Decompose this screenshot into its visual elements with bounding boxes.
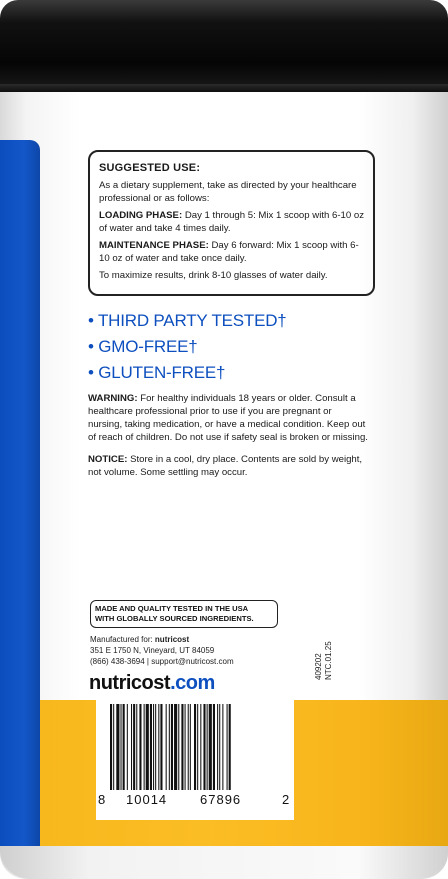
barcode-bar (113, 704, 114, 790)
claim-gluten-free: • GLUTEN-FREE† (88, 363, 226, 382)
barcode-bar (227, 704, 228, 790)
barcode-bar (178, 704, 179, 790)
barcode-bar (158, 704, 159, 790)
barcode-bar (185, 704, 186, 790)
lot-code-2: NTC.01.25 (324, 641, 333, 680)
barcode-bar (171, 704, 173, 790)
barcode-bar (131, 704, 132, 790)
suggested-use-box (88, 150, 375, 296)
jar-lid (0, 0, 448, 90)
barcode-bar (144, 704, 145, 790)
notice-label: NOTICE: (88, 454, 128, 465)
made-in-line2: WITH GLOBALLY SOURCED INGREDIENTS. (95, 614, 254, 623)
barcode-bar (190, 704, 191, 790)
barcode-bar (127, 704, 128, 790)
barcode-bar (217, 704, 218, 790)
manufacturer-info (90, 634, 290, 667)
barcode-bar (139, 704, 141, 790)
barcode-bar (160, 704, 162, 790)
barcode-bar (209, 704, 212, 790)
barcode-bar (203, 704, 205, 790)
manufacturer-contact: (866) 438-3694 | support@nutricost.com (90, 657, 234, 666)
warning-label: WARNING: (88, 393, 138, 404)
barcode-panel (96, 700, 294, 820)
barcode-bar (150, 704, 152, 790)
barcode-bar (197, 704, 198, 790)
water-tip: To maximize results, drink 8-10 glasses of water daily. (99, 270, 328, 281)
claim-gmo-free: • GMO-FREE† (88, 337, 198, 356)
warning-paragraph (88, 392, 368, 444)
barcode-bar (222, 704, 223, 790)
loading-phase-text: Day 1 through 5: Mix 1 scoop with 6-10 oz of water and take 4 times daily. (99, 210, 364, 234)
brand-website-name: nutricost (89, 672, 171, 694)
barcode-bar (213, 704, 215, 790)
notice-text: Store in a cool, dry place. Contents are sold by weight, not volume. Some settling may occur. (88, 454, 363, 478)
blue-label-band (0, 140, 40, 850)
barcode-bar (153, 704, 154, 790)
barcode-bar (166, 704, 167, 790)
manufacturer-line (90, 634, 290, 645)
brand-website-tld: .com (170, 672, 215, 694)
jar-bottom (0, 846, 448, 879)
warnings-section (88, 392, 368, 479)
lot-code-1: 409202 (314, 653, 323, 680)
claim-third-party-tested: • THIRD PARTY TESTED† (88, 311, 287, 330)
barcode-bar (146, 704, 149, 790)
manufacturer-prefix: Manufactured for: (90, 635, 155, 644)
barcode-bar (229, 704, 231, 790)
made-in-usa-box (90, 600, 278, 628)
barcode-bar (194, 704, 196, 790)
manufacturer-brand: nutricost (154, 635, 190, 644)
barcode-bar (136, 704, 137, 790)
loading-phase-label: LOADING PHASE: (99, 210, 183, 221)
manufacturer-address: 351 E 1750 N, Vineyard, UT 84059 (90, 646, 215, 655)
barcode-bar (200, 704, 201, 790)
notice-paragraph (88, 453, 368, 479)
barcode-bar (116, 704, 119, 790)
brand-website (89, 672, 215, 695)
barcode-bar (188, 704, 189, 790)
barcode-bar (123, 704, 125, 790)
barcode-digits-right: 67896 (200, 792, 242, 807)
lot-codes (314, 641, 334, 680)
maintenance-phase (99, 239, 365, 265)
barcode-digits-left: 10014 (126, 792, 168, 807)
product-label (88, 150, 378, 488)
maintenance-phase-text: Day 6 forward: Mix 1 scoop with 6-10 oz of water and take once daily. (99, 240, 359, 264)
barcode-bar (169, 704, 170, 790)
barcode-bar (155, 704, 156, 790)
barcode-bar (207, 704, 208, 790)
barcode-bar (174, 704, 177, 790)
barcode-bar (121, 704, 122, 790)
barcode-bars (110, 704, 282, 790)
barcode-bar (133, 704, 135, 790)
claims-list (88, 308, 378, 386)
barcode-bar (110, 704, 112, 790)
suggested-use-intro: As a dietary supplement, take as directed by your healthcare professional or as follows: (99, 180, 357, 204)
made-in-line1: MADE AND QUALITY TESTED IN THE USA (95, 604, 249, 613)
loading-phase (99, 209, 365, 235)
barcode-bar (181, 704, 183, 790)
barcode-digit-system: 8 (98, 792, 106, 807)
maintenance-phase-label: MAINTENANCE PHASE: (99, 240, 209, 251)
barcode-digit-check: 2 (282, 792, 290, 807)
barcode-bar (219, 704, 220, 790)
suggested-use-title: SUGGESTED USE: (99, 162, 201, 174)
warning-text: For healthy individuals 18 years or older. Consult a healthcare professional prior to use if you are pregnant or nursing, taking medication, or have a medical condition. Keep out of reach of children. Do not use if safety seal is broken or missing. (88, 393, 368, 443)
